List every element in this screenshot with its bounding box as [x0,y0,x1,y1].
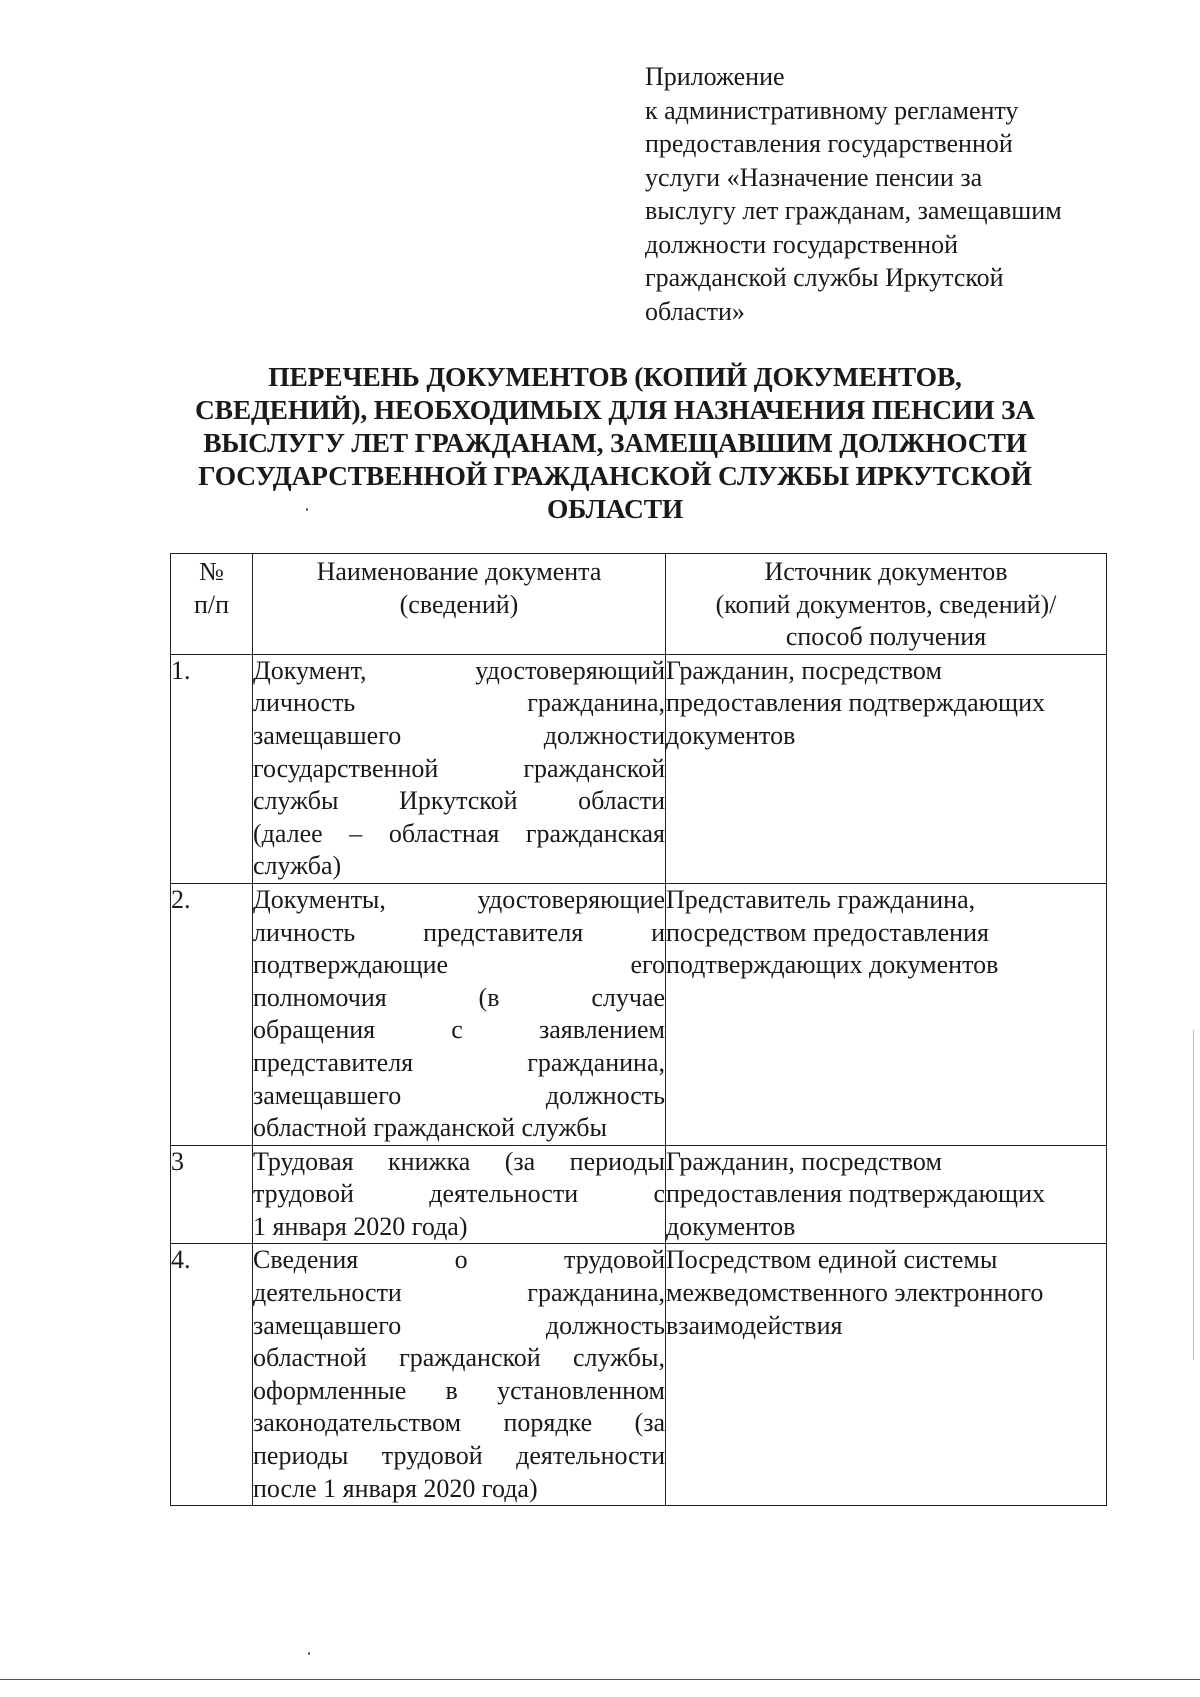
source-line: Гражданин, посредством [666,1146,942,1176]
row-number: 1. [171,654,253,883]
scan-speck [308,1652,310,1655]
title-line: ВЫСЛУГУ ЛЕТ ГРАЖДАНАМ, ЗАМЕЩАВШИМ ДОЛЖНОСТИ [203,427,1027,458]
appendix-block [645,60,1145,328]
header-source-line: Источник документов [764,557,1008,586]
row-number: 4. [171,1244,253,1506]
header-num [171,554,253,655]
name-line: областной гражданской службы [253,1113,607,1143]
scan-edge-mark [1193,1030,1194,1360]
table-row [171,654,1107,883]
name-line: 1 января 2020 года) [253,1211,468,1241]
header-source [666,554,1107,655]
source-line: посредством предоставления [666,917,989,947]
title-line: СВЕДЕНИЙ), НЕОБХОДИМЫХ ДЛЯ НАЗНАЧЕНИЯ ПЕНСИИ ЗА [195,394,1035,425]
name-line: личность представителя и [253,917,665,947]
name-line: представителя гражданина, [253,1047,665,1077]
appendix-line: гражданской службы Иркутской [645,263,1004,292]
source-line: Представитель гражданина, [666,884,976,914]
name-line: трудовой деятельности с [253,1179,665,1209]
appendix-line: выслугу лет гражданам, замещавшим [645,196,1062,225]
table-row [171,883,1107,1145]
row-number: 2. [171,883,253,1145]
header-name [253,554,666,655]
name-line: государственной гражданской [253,753,665,783]
document-name [253,883,666,1145]
header-name-line: (сведений) [399,589,519,619]
appendix-line: области» [645,296,745,326]
header-num-line: п/п [193,589,230,619]
source-line: документов [666,1211,796,1241]
row-number: 3 [171,1145,253,1244]
document-source [666,883,1107,1145]
appendix-line: к административному регламенту [645,95,1019,125]
name-line: деятельности гражданина, [253,1278,665,1308]
source-line: предоставления подтверждающих [666,1179,1045,1209]
name-line: Документ, удостоверяющий [253,655,665,685]
name-line: периоды трудовой деятельности [253,1441,665,1471]
header-num-line: № [199,557,224,586]
source-line: межведомственного электронного [666,1278,1044,1308]
name-line: замещавшего должность [253,1310,665,1340]
table-header-row [171,554,1107,655]
source-line: Посредством единой системы [666,1245,998,1275]
name-line: Сведения о трудовой [253,1245,665,1275]
scan-speck [306,508,308,511]
document-source [666,1244,1107,1506]
document-source [666,654,1107,883]
header-name-line: Наименование документа [316,557,602,586]
source-line: предоставления подтверждающих [666,688,1045,718]
title-line: ГОСУДАРСТВЕННОЙ ГРАЖДАНСКОЙ СЛУЖБЫ ИРКУТСКОЙ [198,460,1032,491]
name-line: служба) [253,851,342,881]
source-line: подтверждающих документов [666,950,999,980]
source-line: взаимодействия [666,1310,843,1340]
name-line: подтверждающие его [253,950,665,980]
name-line: областной гражданской службы, [253,1343,665,1373]
header-source-line: способ получения [785,622,987,652]
document-title [150,360,1080,525]
document-source [666,1145,1107,1244]
name-line: после 1 января 2020 года) [253,1473,538,1503]
name-line: замещавшего должности [253,720,665,750]
name-line: Трудовая книжка (за периоды [253,1146,665,1176]
source-line: документов [666,720,796,750]
name-line: полномочия (в случае [253,982,665,1012]
source-line: Гражданин, посредством [666,655,942,685]
appendix-line: предоставления государственной [645,129,1013,158]
name-line: службы Иркутской области [253,786,665,816]
title-line: ПЕРЕЧЕНЬ ДОКУМЕНТОВ (КОПИЙ ДОКУМЕНТОВ, [268,361,962,392]
documents-table [170,553,1107,1506]
document-name [253,1244,666,1506]
name-line: оформленные в установленном [253,1375,665,1405]
table-row [171,1145,1107,1244]
page-bottom-rule [0,1679,1200,1680]
name-line: личность гражданина, [253,688,665,718]
document-name [253,654,666,883]
appendix-line: должности государственной [645,229,959,259]
name-line: (далее – областная гражданская [253,818,665,848]
table-row [171,1244,1107,1506]
name-line: Документы, удостоверяющие [253,884,665,914]
name-line: замещавшего должность [253,1080,665,1110]
header-source-line: (копий документов, сведений)/ [715,589,1057,619]
appendix-line: услуги «Назначение пенсии за [645,162,983,192]
name-line: законодательством порядке (за [253,1408,665,1438]
name-line: обращения с заявлением [253,1015,665,1045]
title-line: ОБЛАСТИ [546,493,684,524]
appendix-line: Приложение [645,62,785,91]
document-name [253,1145,666,1244]
